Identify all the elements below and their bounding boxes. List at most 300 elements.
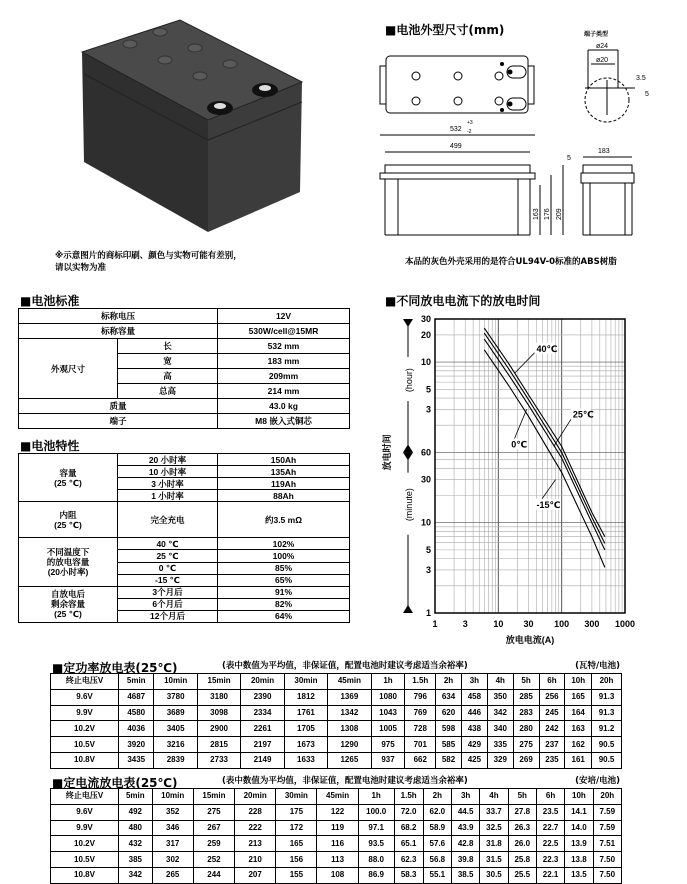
cell-value: 634	[436, 689, 462, 705]
value: 135Ah	[218, 466, 350, 478]
condition: 1 小时率	[118, 490, 218, 502]
cell-value: 62.3	[394, 852, 423, 868]
cell-value: 228	[235, 804, 276, 820]
table-row	[19, 414, 350, 429]
cell-value: 242	[539, 721, 565, 737]
y-unit-hour: (hour)	[404, 368, 414, 393]
value: 约3.5 mΩ	[218, 502, 350, 538]
x-tick-label: 1000	[614, 619, 636, 629]
value: 82%	[218, 598, 350, 610]
x-tick-label: 1	[432, 619, 438, 629]
column-header: 20h	[592, 674, 622, 690]
product-note-line2: 请以实物为准	[55, 263, 107, 273]
cell-value: 13.8	[565, 852, 593, 868]
cell-value: 458	[461, 689, 487, 705]
cell-value: 3435	[119, 752, 154, 768]
cutoff-voltage: 10.5V	[51, 737, 119, 753]
column-header: 20min	[235, 789, 276, 805]
dim-width: 183	[598, 148, 610, 155]
column-header: 10min	[154, 674, 197, 690]
table-row	[51, 836, 622, 852]
table-row	[19, 538, 350, 550]
cutoff-voltage: 9.9V	[51, 705, 119, 721]
group-label-line: 的放电容量	[46, 557, 90, 568]
cell-value: 22.1	[536, 867, 564, 883]
cell-value: 265	[152, 867, 193, 883]
table-row	[19, 339, 350, 354]
cell-value: 620	[436, 705, 462, 721]
sub-label: 宽	[118, 354, 218, 369]
cell-value: 256	[539, 689, 565, 705]
row-label: 质量	[19, 399, 218, 414]
cell-value: 162	[565, 737, 592, 753]
cell-value: 175	[276, 804, 317, 820]
cell-value: 244	[193, 867, 234, 883]
y-tick-label: 5	[425, 384, 431, 395]
table-row	[51, 820, 622, 836]
cell-value: 122	[317, 804, 358, 820]
table-row	[51, 737, 622, 753]
table-row	[51, 752, 622, 768]
value: 102%	[218, 538, 350, 550]
sub-label: 总高	[118, 384, 218, 399]
value: 43.0 kg	[218, 399, 350, 414]
cell-value: 425	[461, 752, 487, 768]
cell-value: 2390	[241, 689, 284, 705]
x-axis-label: 放电电流(A)	[505, 635, 555, 645]
value: 65%	[218, 574, 350, 586]
table-row	[51, 852, 622, 868]
arrow-icon	[403, 605, 413, 613]
dim-d20: ø20	[596, 57, 609, 64]
cutoff-voltage: 9.9V	[51, 820, 119, 836]
group-label-line: 内阻	[59, 509, 77, 520]
standard-table	[18, 308, 350, 429]
dim-tol-minus: -2	[467, 129, 472, 135]
cell-value: 259	[193, 836, 234, 852]
group-label-line: 容量	[59, 467, 77, 478]
cutoff-voltage: 9.6V	[51, 689, 119, 705]
cell-value: 207	[235, 867, 276, 883]
cell-value: 163	[565, 721, 592, 737]
value: 91%	[218, 586, 350, 598]
condition: 3个月后	[118, 586, 218, 598]
dim-tol-plus: +3	[467, 120, 473, 126]
column-header: 终止电压V	[51, 789, 119, 805]
table-row	[19, 399, 350, 414]
cell-value: 235	[539, 752, 565, 768]
cell-value: 7.59	[593, 804, 621, 820]
cell-value: 275	[193, 804, 234, 820]
value: 88Ah	[218, 490, 350, 502]
column-header: 6h	[536, 789, 564, 805]
y-tick-label: 5	[425, 544, 431, 555]
group-label-line: 自放电后	[50, 589, 85, 600]
cell-value: 26.0	[508, 836, 536, 852]
dimension-drawing	[370, 40, 680, 240]
dim-length: 532	[450, 126, 462, 133]
y-tick-label: 3	[425, 404, 431, 415]
cell-value: 937	[371, 752, 405, 768]
x-tick-label: 3	[462, 619, 468, 629]
cell-value: 155	[276, 867, 317, 883]
group-label-line: 剩余容量	[50, 599, 85, 610]
cell-value: 350	[487, 689, 513, 705]
cell-value: 2334	[241, 705, 284, 721]
cell-value: 283	[513, 705, 539, 721]
arrow-icon	[403, 452, 413, 460]
group-label	[19, 586, 118, 622]
column-header: 4h	[480, 789, 508, 805]
y-tick-label: 1	[425, 608, 431, 618]
column-header: 45min	[317, 789, 358, 805]
cell-value: 91.2	[592, 721, 622, 737]
cell-value: 113	[317, 852, 358, 868]
cell-value: 1265	[328, 752, 371, 768]
cell-value: 68.2	[394, 820, 423, 836]
group-label	[19, 454, 118, 502]
cell-value: 975	[371, 737, 405, 753]
row-label: 标称容量	[19, 324, 218, 339]
cell-value: 90.5	[592, 737, 622, 753]
table-row	[51, 867, 622, 883]
cell-value: 161	[565, 752, 592, 768]
condition: 6个月后	[118, 598, 218, 610]
cutoff-voltage: 10.8V	[51, 867, 119, 883]
discharge-time-chart	[375, 308, 665, 653]
column-header: 3h	[452, 789, 480, 805]
cell-value: 116	[317, 836, 358, 852]
dim-h209: 209	[556, 208, 563, 220]
condition: 10 小时率	[118, 466, 218, 478]
condition: 40 ℃	[118, 538, 218, 550]
cell-value: 492	[119, 804, 153, 820]
cell-value: 93.5	[358, 836, 394, 852]
cell-value: 275	[513, 737, 539, 753]
cell-value: 7.51	[593, 836, 621, 852]
cell-value: 57.6	[423, 836, 451, 852]
column-header: 10h	[565, 789, 593, 805]
column-header: 5h	[513, 674, 539, 690]
table-row	[51, 705, 622, 721]
cell-value: 480	[119, 820, 153, 836]
cell-value: 3216	[154, 737, 197, 753]
column-header: 4h	[487, 674, 513, 690]
cell-value: 22.7	[536, 820, 564, 836]
cell-value: 598	[436, 721, 462, 737]
column-header: 20min	[241, 674, 284, 690]
column-header: 45min	[328, 674, 371, 690]
power-table-title: ■定功率放电表(25℃)	[52, 661, 178, 675]
cell-value: 446	[461, 705, 487, 721]
cell-value: 582	[436, 752, 462, 768]
cell-value: 1080	[371, 689, 405, 705]
cell-value: 3689	[154, 705, 197, 721]
characteristics-title: ■电池特性	[20, 439, 80, 453]
cell-value: 4036	[119, 721, 154, 737]
cell-value: 22.5	[536, 836, 564, 852]
cell-value: 1673	[284, 737, 327, 753]
cell-value: 2197	[241, 737, 284, 753]
arrow-icon	[403, 444, 413, 452]
cutoff-voltage: 10.5V	[51, 852, 119, 868]
dimensions-title: ■电池外型尺寸(mm)	[385, 23, 505, 37]
material-note: 本品的灰色外壳采用的是符合UL94V-0标准的ABS树脂	[405, 257, 617, 267]
battery-product-image	[70, 12, 310, 247]
cell-value: 1290	[328, 737, 371, 753]
column-header: 30min	[284, 674, 327, 690]
cell-value: 172	[276, 820, 317, 836]
cutoff-voltage: 10.8V	[51, 752, 119, 768]
value: 183 mm	[218, 354, 350, 369]
column-header: 10min	[152, 789, 193, 805]
chart-title: ■不同放电电流下的放电时间	[385, 294, 541, 308]
cell-value: 97.1	[358, 820, 394, 836]
column-header: 5min	[119, 789, 153, 805]
cell-value: 26.3	[508, 820, 536, 836]
cell-value: 2839	[154, 752, 197, 768]
cell-value: 164	[565, 705, 592, 721]
dim-t35: 3.5	[636, 75, 646, 82]
cell-value: 1761	[284, 705, 327, 721]
table-row	[51, 721, 622, 737]
cell-value: 14.1	[565, 804, 593, 820]
row-label: 外观尺寸	[19, 339, 118, 399]
condition: 12个月后	[118, 610, 218, 622]
annotation-leader	[554, 416, 573, 446]
cell-value: 7.59	[593, 820, 621, 836]
cell-value: 346	[152, 820, 193, 836]
cell-value: 285	[513, 689, 539, 705]
group-label-line: 不同温度下	[46, 547, 90, 558]
current-table-title: ■定电流放电表(25℃)	[52, 776, 178, 790]
cell-value: 13.9	[565, 836, 593, 852]
y-tick-label: 3	[425, 564, 431, 575]
column-header: 15min	[197, 674, 240, 690]
column-header: 5h	[508, 789, 536, 805]
cell-value: 1043	[371, 705, 405, 721]
cutoff-voltage: 10.2V	[51, 721, 119, 737]
value: 119Ah	[218, 478, 350, 490]
dim-inner-length: 499	[450, 143, 462, 150]
cell-value: 213	[235, 836, 276, 852]
annotation-label: -15℃	[536, 499, 561, 510]
condition: 25 ℃	[118, 550, 218, 562]
value: 214 mm	[218, 384, 350, 399]
cell-value: 58.3	[394, 867, 423, 883]
current-table-note: (表中数值为平均值，非保证值，配置电池时建议考虑适当余裕率)	[222, 776, 468, 786]
condition: -15 ℃	[118, 574, 218, 586]
y-tick-label: 30	[420, 314, 431, 324]
cell-value: 302	[152, 852, 193, 868]
cell-value: 329	[487, 752, 513, 768]
cell-value: 340	[487, 721, 513, 737]
cell-value: 4580	[119, 705, 154, 721]
standard-title: ■电池标准	[20, 294, 80, 308]
cell-value: 100.0	[358, 804, 394, 820]
cell-value: 108	[317, 867, 358, 883]
condition: 完全充电	[118, 502, 218, 538]
cell-value: 3920	[119, 737, 154, 753]
cell-value: 25.5	[508, 867, 536, 883]
column-header: 1.5h	[405, 674, 436, 690]
column-header: 终止电压V	[51, 674, 119, 690]
cell-value: 662	[405, 752, 436, 768]
value: 532 mm	[218, 339, 350, 354]
cell-value: 3405	[154, 721, 197, 737]
cell-value: 432	[119, 836, 153, 852]
cell-value: 32.5	[480, 820, 508, 836]
header-row	[51, 789, 622, 805]
cell-value: 3180	[197, 689, 240, 705]
header-row	[51, 674, 622, 690]
value: 100%	[218, 550, 350, 562]
dim-h176: 176	[544, 208, 551, 220]
value: 530W/cell@15MR	[218, 324, 350, 339]
cell-value: 165	[276, 836, 317, 852]
cell-value: 165	[565, 689, 592, 705]
group-label-line: (25 ℃)	[54, 519, 82, 530]
characteristics-table	[18, 453, 350, 623]
group-label	[19, 538, 118, 586]
cell-value: 3780	[154, 689, 197, 705]
series-line--15℃	[484, 350, 605, 568]
cell-value: 119	[317, 820, 358, 836]
value: 150Ah	[218, 454, 350, 466]
column-header: 30min	[276, 789, 317, 805]
dim-d24: ø24	[596, 43, 609, 50]
cell-value: 88.0	[358, 852, 394, 868]
y-tick-label: 30	[420, 474, 431, 485]
value: 85%	[218, 562, 350, 574]
column-header: 1.5h	[394, 789, 423, 805]
cell-value: 280	[513, 721, 539, 737]
cell-value: 701	[405, 737, 436, 753]
cell-value: 2149	[241, 752, 284, 768]
cell-value: 269	[513, 752, 539, 768]
cell-value: 14.0	[565, 820, 593, 836]
x-tick-label: 100	[554, 619, 570, 629]
condition: 20 小时率	[118, 454, 218, 466]
column-header: 1h	[371, 674, 405, 690]
cell-value: 4687	[119, 689, 154, 705]
cell-value: 7.50	[593, 852, 621, 868]
annotation-label: 25℃	[572, 409, 594, 420]
cell-value: 335	[487, 737, 513, 753]
column-header: 15min	[193, 789, 234, 805]
table-row	[51, 689, 622, 705]
cell-value: 30.5	[480, 867, 508, 883]
cell-value: 728	[405, 721, 436, 737]
cutoff-voltage: 9.6V	[51, 804, 119, 820]
cell-value: 44.5	[452, 804, 480, 820]
power-table-unit: (瓦特/电池)	[575, 661, 620, 671]
row-label: 标称电压	[19, 309, 218, 324]
cell-value: 1369	[328, 689, 371, 705]
cell-value: 429	[461, 737, 487, 753]
value: M8 嵌入式铜芯	[218, 414, 350, 429]
cell-value: 39.8	[452, 852, 480, 868]
sub-label: 长	[118, 339, 218, 354]
cell-value: 252	[193, 852, 234, 868]
terminal-type-label: 端子类型	[584, 31, 609, 38]
cell-value: 237	[539, 737, 565, 753]
column-header: 20h	[593, 789, 621, 805]
value: 64%	[218, 610, 350, 622]
cell-value: 210	[235, 852, 276, 868]
cell-value: 27.8	[508, 804, 536, 820]
table-row	[19, 324, 350, 339]
power-table-note: (表中数值为平均值，非保证值，配置电池时建议考虑适当余裕率)	[222, 661, 468, 671]
y-tick-label: 10	[420, 517, 431, 528]
value: 12V	[218, 309, 350, 324]
cell-value: 43.9	[452, 820, 480, 836]
cell-value: 38.5	[452, 867, 480, 883]
arrow-icon	[403, 319, 413, 327]
cell-value: 72.0	[394, 804, 423, 820]
cell-value: 42.8	[452, 836, 480, 852]
cell-value: 23.5	[536, 804, 564, 820]
value: 209mm	[218, 369, 350, 384]
column-header: 10h	[565, 674, 592, 690]
table-row	[51, 804, 622, 820]
cell-value: 2733	[197, 752, 240, 768]
cell-value: 438	[461, 721, 487, 737]
group-label-line: (25 ℃)	[54, 477, 82, 488]
cutoff-voltage: 10.2V	[51, 836, 119, 852]
table-row	[19, 454, 350, 466]
cell-value: 585	[436, 737, 462, 753]
cell-value: 56.8	[423, 852, 451, 868]
cell-value: 769	[405, 705, 436, 721]
dim-lid: 5	[567, 155, 571, 162]
cell-value: 31.5	[480, 852, 508, 868]
x-tick-label: 10	[493, 619, 504, 629]
annotation-label: 40℃	[536, 343, 558, 354]
cell-value: 58.9	[423, 820, 451, 836]
column-header: 1h	[358, 789, 394, 805]
x-tick-label: 300	[584, 619, 600, 629]
product-note-line1: ※示意图片的商标印刷、颜色与实物可能有差别，	[55, 251, 242, 261]
cell-value: 2261	[241, 721, 284, 737]
cell-value: 2900	[197, 721, 240, 737]
x-tick-label: 30	[523, 619, 534, 629]
current-table-unit: (安培/电池)	[575, 776, 620, 786]
cell-value: 65.1	[394, 836, 423, 852]
cell-value: 352	[152, 804, 193, 820]
column-header: 6h	[539, 674, 565, 690]
cell-value: 342	[119, 867, 153, 883]
condition: 0 ℃	[118, 562, 218, 574]
column-header: 2h	[423, 789, 451, 805]
power-discharge-table	[50, 673, 622, 769]
cell-value: 156	[276, 852, 317, 868]
cell-value: 91.3	[592, 705, 622, 721]
cell-value: 245	[539, 705, 565, 721]
cell-value: 1812	[284, 689, 327, 705]
cell-value: 25.8	[508, 852, 536, 868]
cell-value: 33.7	[480, 804, 508, 820]
cell-value: 1005	[371, 721, 405, 737]
table-row	[19, 586, 350, 598]
cell-value: 91.3	[592, 689, 622, 705]
condition: 3 小时率	[118, 478, 218, 490]
cell-value: 796	[405, 689, 436, 705]
plot-frame	[435, 319, 625, 613]
group-label-line: (20小时率)	[47, 567, 89, 578]
cell-value: 62.0	[423, 804, 451, 820]
cell-value: 342	[487, 705, 513, 721]
